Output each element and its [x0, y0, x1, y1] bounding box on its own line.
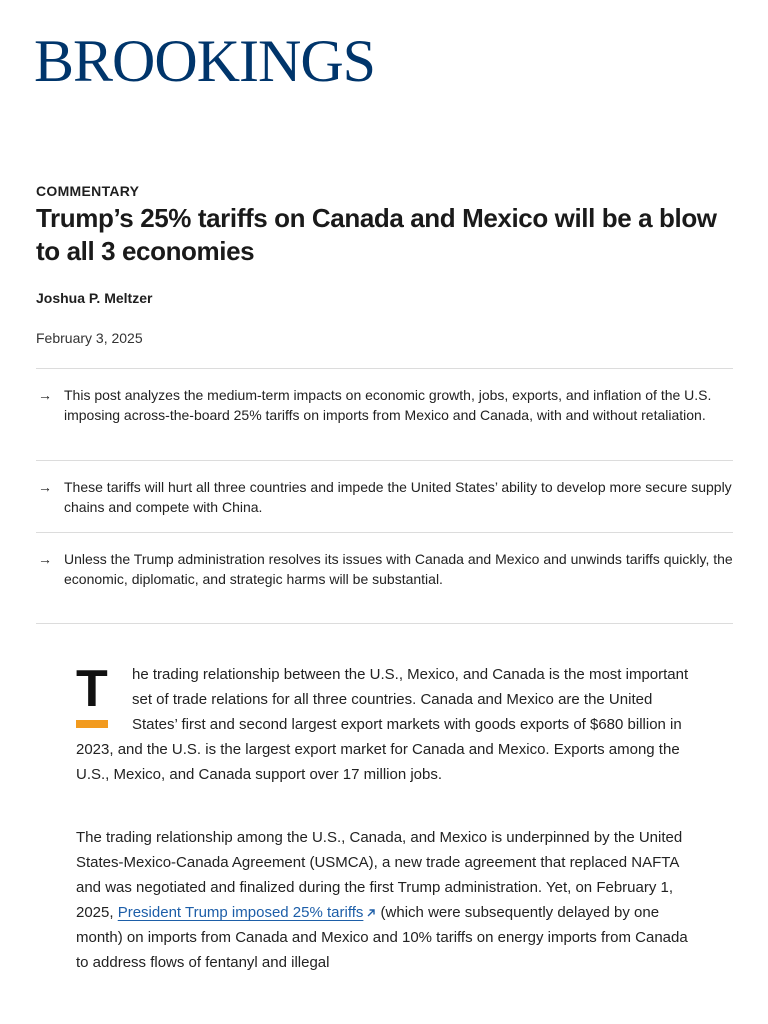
- author-link[interactable]: Joshua P. Meltzer: [36, 290, 153, 306]
- article-title: Trump’s 25% tariffs on Canada and Mexico will be a blow to all 3 economies: [36, 203, 717, 266]
- takeaway-item: [36, 461, 733, 533]
- takeaway-text: These tariffs will hurt all three countries and impede the United States’ ability to develop more secure supply chains and compete with China.: [64, 479, 732, 515]
- article-body: [76, 662, 696, 975]
- body-paragraph: [76, 662, 696, 787]
- paragraph-text: he trading relationship between the U.S., Mexico, and Canada is the most important set of trade relations for all three countries. Canada and Mexico are the United States’ first and second largest export markets with goods exports of $680 billion in 2023, and the U.S. is the largest export market for Canada and Mexico. Exports among the U.S., Mexico, and Canada support over 17 million jobs.: [76, 666, 689, 783]
- takeaway-item: [36, 369, 733, 461]
- publish-date: February 3, 2025: [36, 330, 143, 346]
- paragraph-text: The trading relationship among the U.S., Canada, and Mexico is underpinned by the United States-Mexico-Canada Agreement (USMCA), a new trade agreement that replaced NAFTA and was negotiated and finalized during the first Trump administration. Yet, on February 1, 2025,: [76, 829, 683, 921]
- link-text: President Trump imposed 25% tariffs: [117, 904, 364, 921]
- paragraph-text: (which were subsequently delayed by one month) on imports from Canada and Mexico and 10% tariffs on energy imports from Canada to address flows of fentanyl and illegal: [76, 904, 688, 971]
- drop-cap: [76, 660, 132, 728]
- takeaway-text: Unless the Trump administration resolves its issues with Canada and Mexico and unwinds tariffs quickly, the economic, diplomatic, and strategic harms will be substantial.: [64, 551, 733, 587]
- article-type-label[interactable]: COMMENTARY: [36, 183, 140, 199]
- brookings-logo[interactable]: BROOKINGS: [34, 28, 376, 94]
- key-takeaways-list: [36, 368, 733, 624]
- arrow-right-icon: →: [38, 479, 52, 495]
- body-paragraph: [76, 825, 696, 975]
- takeaway-text: This post analyzes the medium-term impacts on economic growth, jobs, exports, and inflation of the U.S. imposing across-the-board 25% tariffs on imports from Mexico and Canada, with and without retaliation.: [64, 387, 712, 423]
- tariffs-external-link[interactable]: [118, 904, 377, 921]
- drop-cap-accent-bar: [76, 720, 108, 728]
- takeaway-item: [36, 533, 733, 624]
- arrow-right-icon: →: [38, 387, 52, 403]
- external-link-icon: [366, 908, 376, 918]
- arrow-right-icon: →: [38, 551, 52, 567]
- drop-cap-letter: T: [76, 660, 108, 718]
